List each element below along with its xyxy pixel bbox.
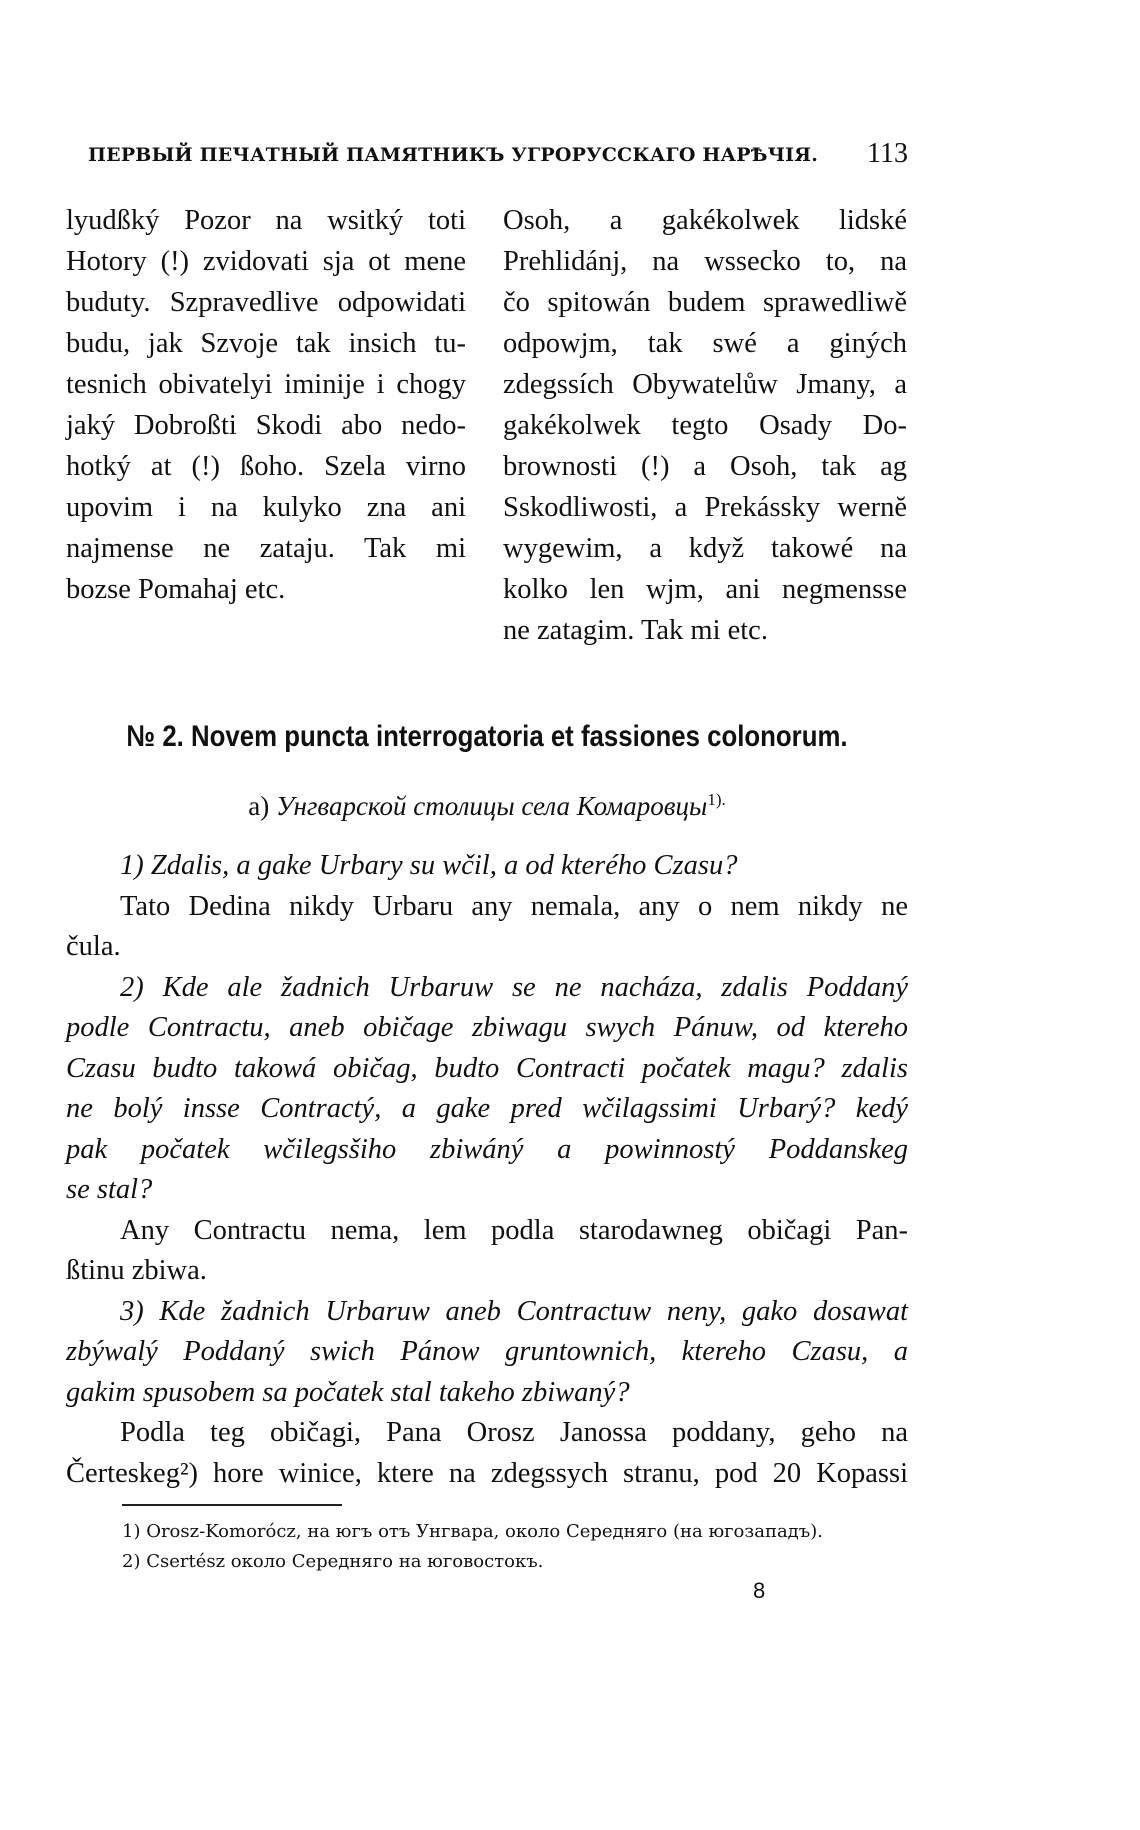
question-line: pak počatek wčilegsšiho zbiwáný a powinnostý Poddanskeg [66, 1133, 908, 1165]
right-line: čo spitowán budem sprawedliwě [503, 287, 907, 318]
question-line: 1) Zdalis, a gake Urbary su wčil, a od kterého Czasu? [120, 850, 738, 881]
answer-line: Tato Dedina nikdy Urbaru any nemala, any o nem nikdy ne [120, 890, 908, 922]
footnote: 1) Orosz-Komorócz, на югъ отъ Унгвара, около Середняго (на югозападъ). [122, 1521, 823, 1542]
right-line: odpowjm, tak swé a giných [503, 328, 907, 359]
left-line: upovim i na kulyko zna ani [66, 492, 466, 523]
answer-line: Čerteskeg²) hore winice, ktere na zdegssych stranu, pod 20 Kopassi [66, 1457, 908, 1489]
left-line: buduty. Szpravedlive odpowidati [66, 287, 466, 318]
section-heading: № 2. Novem puncta interrogatoria et fassiones colonorum. [126, 720, 848, 753]
left-line: budu, jak Szvoje tak insich tu- [66, 328, 466, 359]
answer-line: Any Contractu nema, lem podla starodawneg običagi Pan- [120, 1214, 908, 1246]
question-line: zbýwalý Poddaný swich Pánow gruntownich, ktereho Czasu, a [66, 1336, 908, 1367]
question-line: 3) Kde žadnich Urbaruw aneb Contractuw neny, gako dosawat [120, 1295, 908, 1327]
subsection-heading [66, 790, 908, 822]
left-line: najmense ne zataju. Tak mi [66, 533, 466, 564]
answer-line: ßtinu zbiwa. [66, 1255, 207, 1286]
question-line: se stal? [66, 1174, 153, 1205]
right-line: Sskodliwosti, a Prekássky wernĕ [503, 492, 907, 523]
left-line: tesnich obivatelyi iminije i chogy [66, 369, 466, 400]
answer-line: Podla teg običagi, Pana Orosz Janossa poddany, geho na [120, 1417, 908, 1448]
question-line: Czasu budto takowá običag, budto Contracti počatek magu? zdalis [66, 1052, 908, 1084]
subsection-label: а) [248, 791, 270, 821]
right-line: kolko len wjm, ani negmensse [503, 574, 907, 605]
left-line: lyudßký Pozor na wsitký toti [66, 205, 466, 236]
running-header [88, 138, 908, 178]
question-line: ne bolý insse Contractý, a gake pred wčilagssimi Urbarý? kedý [66, 1093, 908, 1124]
question-line: 2) Kde ale žadnich Urbaruw se ne nacháza, zdalis Poddaný [120, 971, 908, 1003]
footnote: 2) Csertész около Середняго на юговостокъ. [122, 1551, 544, 1572]
question-line: podle Contractu, aneb običage zbiwagu swych Pánuw, od ktereho [66, 1012, 908, 1043]
page-number: 113 [867, 138, 908, 169]
left-line: hotký at (!) ßoho. Szela virno [66, 451, 466, 482]
left-line: bozse Pomahaj etc. [66, 574, 286, 605]
subsection-title: Унгварской столицы села Комаровцы [275, 791, 708, 821]
right-column [503, 200, 907, 651]
right-line: ne zatagim. Tak mi etc. [503, 615, 768, 646]
right-line: zdegssích Obywatelůw Jmany, a [503, 369, 907, 400]
subsection-note: 1). [707, 790, 726, 809]
right-line: Prehlidánj, na wssecko to, na [503, 246, 907, 277]
left-line: jaký Dobroßti Skodi abo nedo- [66, 410, 466, 441]
right-line: gakékolwek tegto Osady Do- [503, 410, 907, 441]
left-line: Hotory (!) zvidovati sja ot mene [66, 246, 466, 277]
left-column [66, 200, 466, 610]
running-title: ПЕРВЫЙ ПЕЧАТНЫЙ ПАМЯТНИКЪ УГРОРУССКАГО НАРѢЧІЯ. [88, 144, 819, 166]
answer-line: čula. [66, 931, 121, 962]
signature-mark: 8 [753, 1578, 766, 1603]
right-line: Osoh, a gakékolwek lidské [503, 205, 907, 236]
right-line: wygewim, a když takowé na [503, 533, 907, 564]
right-line: brownosti (!) a Osoh, tak ag [503, 451, 907, 482]
footnote-rule [122, 1504, 342, 1506]
body-text [66, 846, 908, 1494]
question-line: gakim spusobem sa počatek stal takeho zbiwaný? [66, 1376, 630, 1408]
